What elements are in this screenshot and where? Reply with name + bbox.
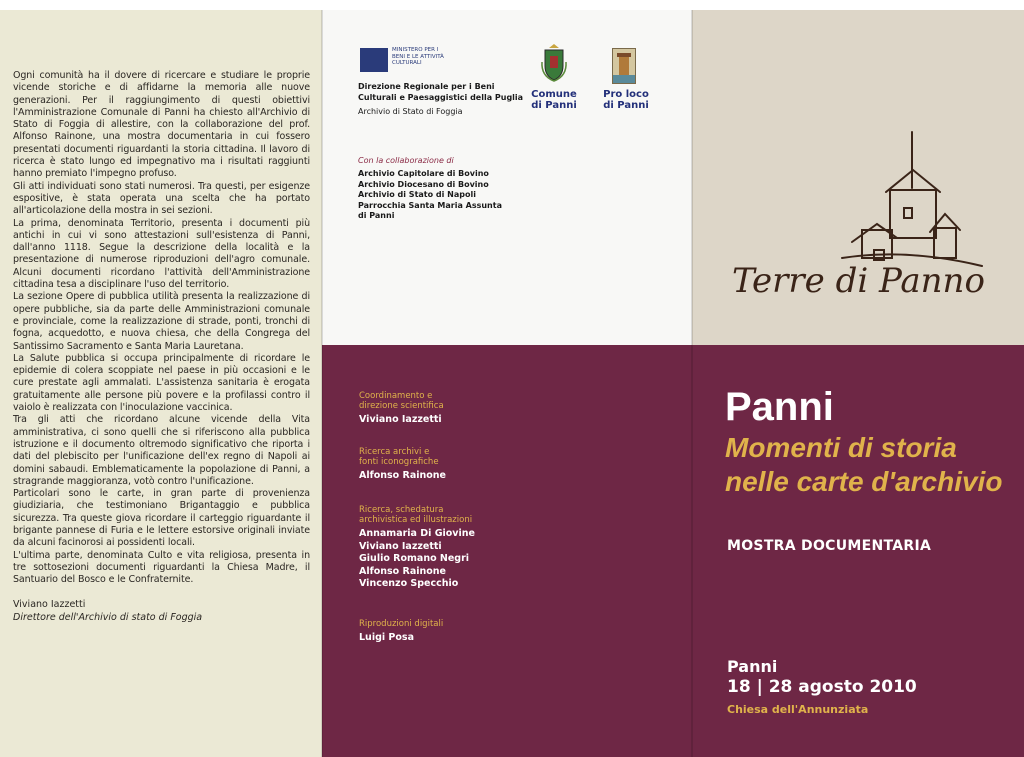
collab-item: Parrocchia Santa Maria Assunta	[358, 200, 502, 210]
credit-role: Ricerca archivi e	[359, 447, 430, 457]
cover-panel	[692, 10, 1024, 757]
credits-panel	[322, 10, 692, 757]
signature-name: Viviano Iazzetti	[13, 599, 86, 611]
fold-line	[321, 10, 323, 757]
credit-block	[359, 505, 475, 591]
credit-role: direzione scientifica	[359, 401, 444, 411]
fold-line	[691, 10, 693, 757]
collab-item: Archivio Diocesano di Bovino	[358, 179, 489, 189]
credit-role: Coordinamento e	[359, 391, 433, 401]
cover-subtitle	[725, 431, 1002, 499]
proloco-label	[600, 89, 652, 111]
intro-paragraph: La prima, denominata Territorio, presenta i documenti più antichi in cui vi sono attestazioni sull'esistenza di Panni, dall'anno 1118. Segue la descrizione della località e la presentazione di numerose riproduzioni dell'agro comunale. Alcuni documenti ricordano l'attività dell'Amministrazione cittadina tesa a disciplinare l'uso del territorio.	[13, 217, 310, 291]
credit-role: archivistica ed illustrazioni	[359, 515, 473, 525]
collab-item: di Panni	[358, 211, 395, 220]
credit-name: Annamaria Di Giovine	[359, 528, 475, 539]
intro-paragraph: La sezione Opere di pubblica utilità presenta la realizzazione di opere pubbliche, sia da parte delle Amministrazioni comunale e provinciale, come la realizzazione di strade, ponti, tronchi di fogna, acquedotto, e nuova chiesa, che della Congrega del Santissimo Sacramento e Santa Maria Lauretana.	[13, 291, 310, 352]
credits-section	[322, 345, 692, 757]
credit-name: Giulio Romano Negri	[359, 553, 470, 564]
proloco-label-line: Pro loco	[603, 89, 649, 100]
org-line: Direzione Regionale per i Beni	[358, 82, 495, 91]
credit-block	[359, 391, 444, 427]
org-line: Culturali e Paesaggistici della Puglia	[358, 92, 524, 102]
collab-item: Archivio Capitolare di Bovino	[358, 169, 489, 178]
ministry-text: MINISTERO PER I BENI E LE ATTIVITÀ CULTURALI	[392, 47, 444, 66]
intro-paragraph: La Salute pubblica si occupa principalmente di ricordare le epidemie di colera scoppiate nel paese in più occasioni e le cure prestate agli ammalati. L'assistenza sanitaria è erogata gratuitamente alle persone più povere e la profilassi contro il vaiolo è realizzata con l'inoculazione vaccinica.	[13, 352, 310, 414]
exhibition-type: MOSTRA DOCUMENTARIA	[727, 538, 932, 554]
intro-paragraph: L'ultima parte, denominata Culto e vita religiosa, presenta in tre sottosezioni documenti riguardanti la Chiesa Madre, il Santuario del Bosco e le Confraternite.	[13, 549, 310, 586]
credit-name: Luigi Posa	[359, 632, 414, 643]
intro-paragraph: Particolari sono le carte, in gran parte di provenienza giudiziaria, che testimoniano Brigantaggio e pubblica sicurezza. Tra queste giova ricordare il carteggio riguardante il brigante pannese di Furia e le lettere estorsive originali inviate da alcuni facinorosi ai possidenti locali.	[13, 488, 310, 549]
subtitle-line: Momenti di storia	[725, 432, 957, 463]
intro-panel	[0, 10, 322, 757]
cover-title-section	[692, 345, 1024, 757]
sponsors-section	[322, 10, 692, 345]
credit-name: Viviano Iazzetti	[359, 414, 442, 425]
credit-name: Alfonso Rainone	[359, 565, 446, 577]
credit-name: Viviano Iazzetti	[359, 540, 442, 552]
proloco-label-line: di Panni	[603, 100, 649, 111]
credit-block	[359, 447, 446, 483]
comune-label-line: Comune	[531, 89, 577, 100]
cover-title: Panni	[725, 385, 834, 429]
ministry-logo-icon	[360, 48, 388, 72]
credit-name: Alfonso Rainone	[359, 470, 446, 481]
credit-role: Riproduzioni digitali	[359, 619, 444, 629]
credit-name: Vincenzo Specchio	[359, 578, 459, 589]
signature	[13, 598, 310, 624]
collab-title: Con la collaborazione di	[358, 156, 454, 165]
manuscript-caption: Terre di Panno	[732, 261, 985, 301]
exhibition-dates: 18 | 28 agosto 2010	[727, 677, 917, 697]
comune-label	[520, 89, 588, 111]
regional-directorate	[358, 82, 523, 118]
intro-paragraph: Gli atti individuati sono stati numerosi. Tra questi, per esigenze espositive, è stata operata una scelta che ha portato all'articolazione della mostra in sei sezioni.	[13, 180, 310, 217]
collab-item: Archivio di Stato di Napoli	[358, 190, 476, 199]
credit-role: Ricerca, schedatura	[359, 505, 444, 515]
manuscript-image	[692, 10, 1024, 345]
comune-crest-icon	[539, 42, 569, 82]
manuscript-sketch-icon	[692, 10, 1024, 345]
subtitle-line: nelle carte d'archivio	[725, 466, 1003, 497]
proloco-logo-icon	[612, 48, 636, 84]
intro-paragraph: Ogni comunità ha il dovere di ricercare e studiare le proprie vicende storiche e di affidarne la memoria alle nuove generazioni. Per il raggiungimento di questi obiettivi l'Amministrazione Comunale di Panni ha chiesto all'Archivio di Stato di Foggia di allestire, con la collaborazione del prof. Alfonso Rainone, una mostra documentaria in cui fossero presentati documenti riguardanti la storia cittadina. Il lavoro di ricerca è stato lungo ed impegnativo ma i risultati raggiunti hanno premiato l'impegno profuso.	[13, 70, 310, 180]
archive-name: Archivio di Stato di Foggia	[358, 107, 463, 116]
exhibition-venue: Chiesa dell'Annunziata	[727, 703, 869, 716]
signature-role: Direttore dell'Archivio di stato di Foggia	[13, 612, 203, 624]
credit-block	[359, 619, 443, 645]
comune-label-line: di Panni	[531, 100, 577, 111]
intro-paragraph: Tra gli atti che ricordano alcune vicende della Vita amministrativa, ci sono quelli che si riferiscono alla pubblica istruzione e il documento oltremodo significativo che riporta i dati del plebiscito per l'unificazione dell'ex regno di Napoli ai domini sabaudi. Emblematicamente la popolazione di Panni, a stragrande maggioranza, votò contro l'unificazione.	[13, 414, 310, 487]
exhibition-place: Panni	[727, 657, 778, 676]
collab-list	[358, 169, 502, 222]
credit-role: fonti iconografiche	[359, 457, 439, 467]
